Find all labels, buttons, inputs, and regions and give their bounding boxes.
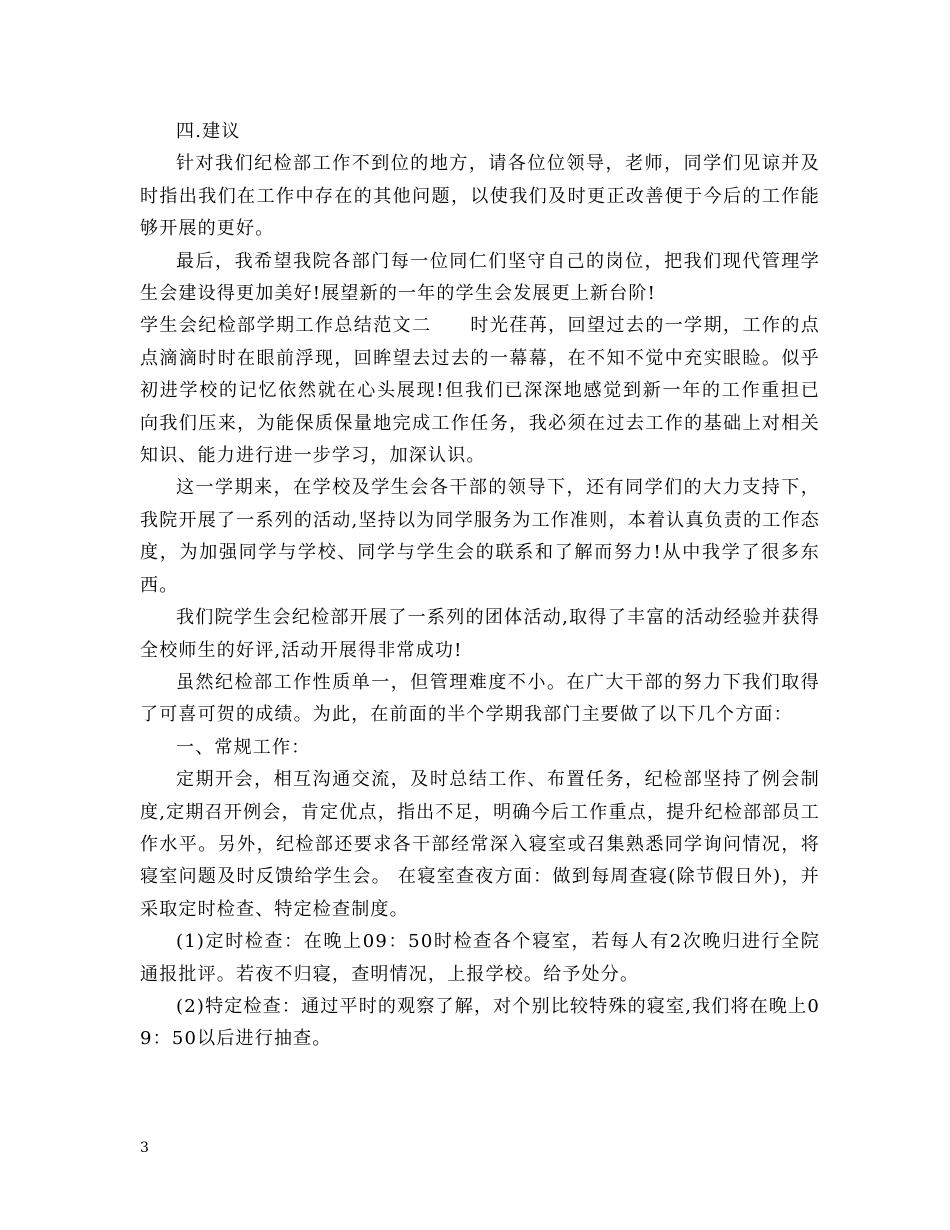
paragraph: 这一学期来，在学校及学生会各干部的领导下，还有同学们的大力支持下，我院开展了一系列的活动,坚持以为同学服务为工作准则，本着认真负责的工作态度，为加强同学与学校、同学与学生会的联系和了解而努力!从中我学了很多东西。 [140,477,820,596]
paragraph: 针对我们纪检部工作不到位的地方，请各位位领导，老师，同学们见谅并及时指出我们在工作中存在的其他问题，以使我们及时更正改善便于今后的工作能够开展的更好。 [140,153,820,240]
paragraph: 最后，我希望我院各部门每一位同仁们坚守自己的岗位，把我们现代管理学生会建设得更加美好!展望新的一年的学生会发展更上新台阶! [140,250,820,305]
paragraph: (1)定时检查：在晚上09：50时检查各个寝室，若每人有2次晚归进行全院通报批评。若夜不归寝，查明情况，上报学校。给予处分。 [140,931,820,985]
paragraph: (2)特定检查：通过平时的观察了解，对个别比较特殊的寝室,我们将在晚上09：50以后进行抽查。 [140,995,820,1050]
paragraph: 定期开会，相互沟通交流，及时总结工作、布置任务，纪检部坚持了例会制度,定期召开例会，肯定优点，指出不足，明确今后工作重点，提升纪检部部员工作水平。另外，纪检部还要求各干部经常深入寝室或召集熟悉同学询问情况，将寝室问题及时反馈给学生会。 在寝室查夜方面：做到每周查寝(除节假日外)，并采取定时检查、特定检查制度。 [140,769,820,920]
paragraph: 四.建议 [176,121,241,142]
paragraph: 虽然纪检部工作性质单一，但管理难度不小。在广大干部的努力下我们取得了可喜可贺的成绩。为此，在前面的半个学期我部门主要做了以下几个方面： [140,671,820,726]
document-body [140,116,820,1056]
paragraph: 我们院学生会纪检部开展了一系列的团体活动,取得了丰富的活动经验并获得全校师生的好评,活动开展得非常成功! [140,607,820,661]
paragraph: 一、常规工作： [176,736,311,758]
paragraph: 学生会纪检部学期工作总结范文二 时光荏苒，回望过去的一学期，工作的点点滴滴时时在眼前浮现，回眸望去过去的一幕幕，在不知不觉中充实眼睑。似乎初进学校的记忆依然就在心头展现!但我们已深深地感觉到新一年的工作重担已向我们压来，为能保质保量地完成工作任务，我必须在过去工作的基础上对相关知识、能力进行进一步学习，加深认识。 [140,315,820,467]
page-number: 3 [140,1140,149,1156]
